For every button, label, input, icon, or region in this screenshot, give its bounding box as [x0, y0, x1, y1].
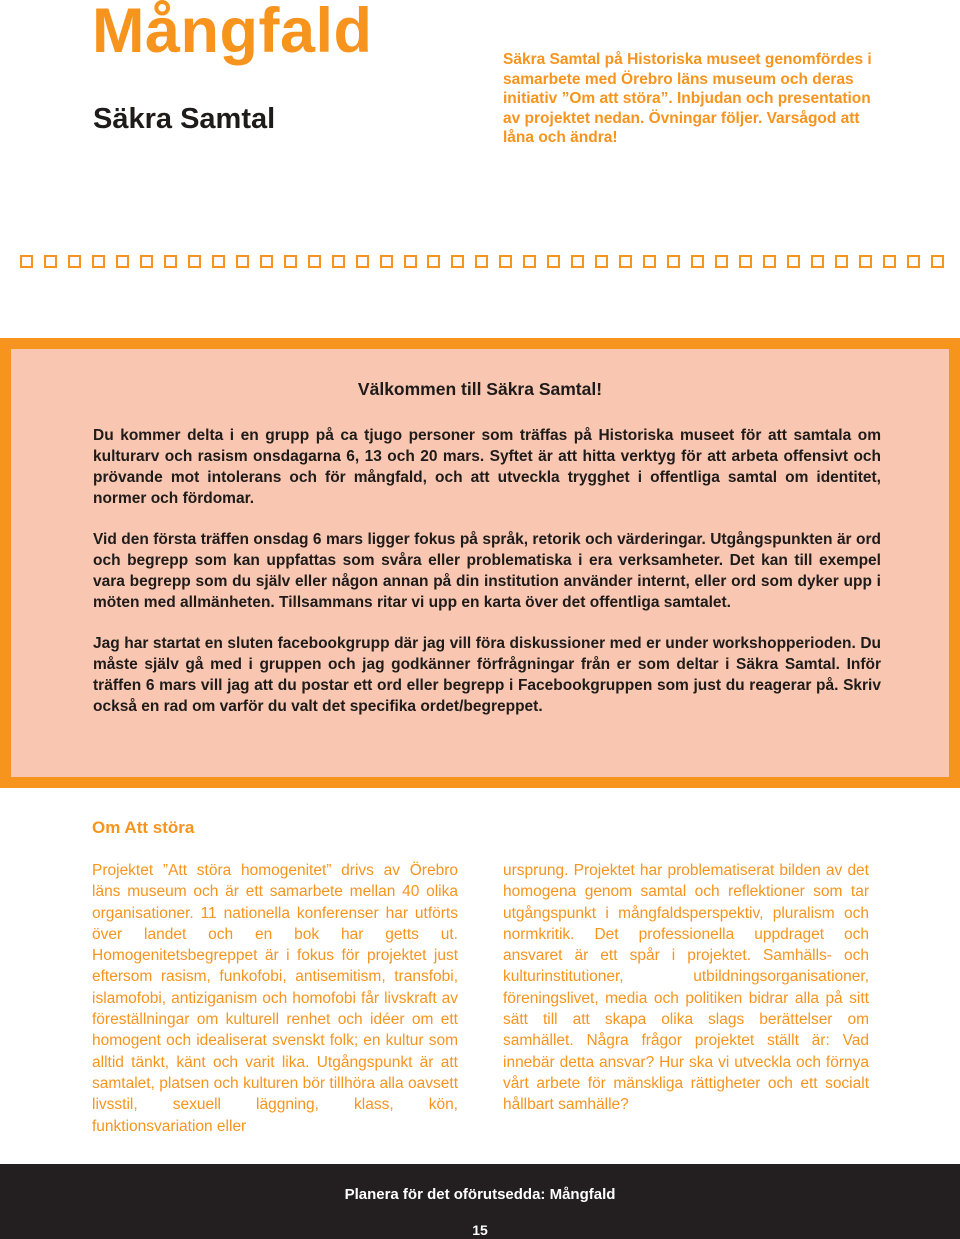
decorative-square — [308, 255, 321, 268]
decorative-square — [475, 255, 488, 268]
decorative-square — [332, 255, 345, 268]
decorative-square-row — [20, 255, 944, 273]
decorative-square — [691, 255, 704, 268]
column-right-text: ursprung. Projektet har problematiserat bilden av det homogena genom samtal och reflektioner som tar utgångspunkt i mångfaldsperspektiv, pluralism och normkritik. Det professionella uppdraget och ansvaret är ett spår i projektet. Samhälls- och kulturinstitutioner, utbildningsorganisationer, föreningslivet, media och politiken bidrar alla på sitt sätt till att skapa olika slags berättelser om samhället. Några frågor projektet ställt är: Vad innebär detta ansvar? Hur ska vi utveckla och förnya vårt arbete för mänskliga rättigheter och ett socialt hållbart samhälle? — [503, 862, 869, 1114]
decorative-square — [284, 255, 297, 268]
welcome-box — [0, 338, 960, 788]
decorative-square — [667, 255, 680, 268]
decorative-square — [739, 255, 752, 268]
welcome-heading: Välkommen till Säkra Samtal! — [357, 379, 603, 399]
decorative-square — [787, 255, 800, 268]
decorative-square — [931, 255, 944, 268]
welcome-box-inner — [11, 349, 949, 777]
decorative-square — [499, 255, 512, 268]
decorative-square — [116, 255, 129, 268]
decorative-square — [523, 255, 536, 268]
intro-text: Säkra Samtal på Historiska museet genomfördes i samarbete med Örebro läns museum och deras initiativ ”Om att störa”. Inbjudan och presentation av projektet nedan. Övningar följer. Varsågod att låna och ändra! — [503, 51, 872, 146]
decorative-square — [260, 255, 273, 268]
decorative-square — [619, 255, 632, 268]
decorative-square — [188, 255, 201, 268]
decorative-square — [835, 255, 848, 268]
decorative-square — [404, 255, 417, 268]
decorative-square — [164, 255, 177, 268]
decorative-square — [44, 255, 57, 268]
page-footer — [0, 1164, 960, 1239]
decorative-square — [907, 255, 920, 268]
decorative-square — [643, 255, 656, 268]
column-left-text: Projektet ”Att störa homogenitet” drivs av Örebro läns museum och är ett samarbete mellan 40 olika organisationer. 11 nationella konferenser har utförts över landet och en bok har getts ut. Homogenitetsbegreppet är i fokus för projektet just eftersom rasism, funkofobi, antisemitism, transfobi, islamofobi, antiziganism och homofobi får livskraft av föreställningar om kulturell renhet och idéer om ett homogent och idealiserat svenskt folk; en kultur som alltid tänkt, känt och varit lika. Utgångspunkt är att samtalet, platsen och kulturen bör tillhöra alla oavsett livsstil, sexuell läggning, klass, kön, funktionsvariation eller — [92, 862, 458, 1135]
decorative-square — [715, 255, 728, 268]
decorative-square — [236, 255, 249, 268]
decorative-square — [212, 255, 225, 268]
footer-title: Planera för det oförutsedda: Mångfald — [344, 1186, 616, 1203]
decorative-square — [92, 255, 105, 268]
page-title: Mångfald — [92, 0, 373, 66]
decorative-square — [356, 255, 369, 268]
decorative-square — [140, 255, 153, 268]
welcome-paragraph-1: Du kommer delta i en grupp på ca tjugo personer som träffas på Historiska museet för att samtala om kulturarv och rasism onsdagarna 6, 13 och 20 mars. Syftet är att hitta verktyg för att arbeta offensivt och prövande mot intolerans och för mångfald, och att utveckla trygghet i offentliga samtal om identitet, normer och fördomar. — [93, 427, 881, 507]
decorative-square — [883, 255, 896, 268]
welcome-paragraph-2: Vid den första träffen onsdag 6 mars ligger fokus på språk, retorik och värderingar. Utgångspunkten är ord och begrepp som kan uppfattas som svåra eller problematiska i era verksamheter. Det kan till exempel vara begrepp som du själv eller någon annan på din institution använder internt, eller ord som dyker upp i möten med allmänheten. Tillsammans ritar vi upp en karta över det offentliga samtalet. — [93, 531, 881, 611]
welcome-paragraph-3: Jag har startat en sluten facebookgrupp där jag vill föra diskussioner med er under workshopperioden. Du måste själv gå med i gruppen och jag godkänner förfrågningar från er som deltar i Säkra Samtal. Inför träffen 6 mars vill jag att du postar ett ord eller begrepp i Facebookgruppen som just du reagerar på. Skriv också en rad om varför du valt det specifika ordet/begreppet. — [93, 635, 881, 715]
page-subtitle: Säkra Samtal — [93, 103, 276, 135]
decorative-square — [571, 255, 584, 268]
decorative-square — [380, 255, 393, 268]
decorative-square — [427, 255, 440, 268]
decorative-square — [811, 255, 824, 268]
decorative-square — [68, 255, 81, 268]
decorative-square — [547, 255, 560, 268]
welcome-body — [93, 425, 881, 737]
decorative-square — [763, 255, 776, 268]
decorative-square — [451, 255, 464, 268]
decorative-square — [20, 255, 33, 268]
decorative-square — [859, 255, 872, 268]
section-heading-om-att-stora: Om Att störa — [92, 818, 195, 837]
page-number: 15 — [472, 1222, 488, 1238]
decorative-square — [595, 255, 608, 268]
